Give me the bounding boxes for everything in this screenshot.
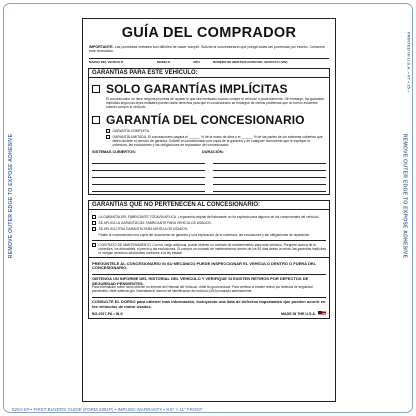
buyers-guide-form [82, 18, 336, 402]
vehicle-fields-row [89, 58, 329, 64]
form-footer [92, 311, 326, 316]
divider [92, 297, 326, 298]
vehicle-model-field[interactable]: MODELO [157, 59, 171, 64]
print-mark: PRINTED IN U.S.A. • 07 • 15 • [406, 31, 412, 93]
warranty-section-title: GARANTÍAS PARA ESTE VEHÍCULO: [88, 68, 330, 77]
duration-lines[interactable] [213, 157, 326, 192]
full-warranty-label: GARANTÍA COMPLETA. [112, 128, 150, 133]
limited-warranty-label: GARANTÍA LIMITADA. El concesionario pagará el ______ % de la mano de obra y el ______ % de las partes de los sistemas cubiertos que fallen durante el período de garantía. Solicite al concesionario una copia de la garantía y de cualquier documento que le explique la cobertura, las exclusiones y las obligaciones de reparación del concesionario. [112, 134, 323, 147]
manufacturer-warranty-checkbox[interactable] [92, 215, 96, 219]
other-used-checkbox[interactable] [92, 227, 96, 231]
important-text: Las promesas verbales son difíciles de hacer cumplir. Solicite al concesionario que ponga todas las promesas por escrito. Conserve este formulario. [89, 45, 325, 54]
full-warranty-option [106, 129, 326, 133]
implied-text: El concesionario no hace ninguna promesa de reparar lo que sea necesario cuando compre el vehículo o posteriormente. Sin embargo, las garantías implícitas según las leyes estatales pueden darle derechos para que el concesionario se encargue de ciertos problemas que no fueron evidentes cuando compró el vehículo. [106, 96, 324, 109]
warranty-section [88, 77, 330, 195]
systems-lines[interactable] [92, 157, 205, 192]
systems-covered-label: SISTEMAS CUBIERTOS: [92, 149, 137, 154]
divider [92, 240, 326, 241]
mechanic-heading: PREGÚNTELE AL CONCESIONARIO SI SU MECÁNICO PUEDE INSPECCIONAR EL VEHÍCULO DENTRO O FUERA DEL CONCESIONARIO. [92, 260, 316, 271]
info-block [88, 258, 330, 319]
manufacturer-warranty-option [92, 215, 326, 219]
other-used-label: SE APLICA OTRA GARANTÍA PARA VEHÍCULOS USADOS. [98, 226, 188, 231]
side-instruction-right: REMOVE OUTER EDGE TO EXPOSE ADHESIVE [402, 133, 408, 259]
service-contract-label: CONTRATO DE MANTENIMIENTO. Con un cargo adicional, puede obtener un contrato de mantenimiento para este vehículo. Pregunte acerca de la cobertura, los deducibles, el precio y las exclusiones. Si compra un contrato de mantenimiento dentro de los 90 días desde la venta, las garantías implícitas le otorgan derechos adicionales conforme a la ley estatal. [98, 242, 326, 255]
dealer-checkbox[interactable] [92, 116, 100, 124]
manufacturer-used-label: SE APLICA LA GARANTÍA DEL FABRICANTE PARA VEHÍCULOS USADOS. [98, 220, 212, 225]
other-used-option [92, 227, 326, 231]
side-instruction-left: REMOVE OUTER EDGE TO EXPOSE ADHESIVE [8, 133, 14, 259]
footer-left: 8204-SP • FIRST BUYERS GUIDE (FORM 4301P) • IMPLIED WARRANTY • 8.5" × 11" FRONT [12, 407, 203, 412]
coverage-lines [92, 157, 326, 192]
limited-warranty-checkbox[interactable] [106, 135, 110, 139]
full-warranty-checkbox[interactable] [106, 129, 110, 133]
manufacturer-warranty-label: LA GARANTÍA DEL FABRICANTE TODAVÍA APLICA. La garantía original del fabricante no ha expirado para algunos de los componentes del vehículo. [98, 214, 320, 219]
manufacturer-used-checkbox[interactable] [92, 221, 96, 225]
implied-label: SOLO GARANTÍAS IMPLÍCITAS [106, 81, 288, 96]
form-code: BG-2017-PA • IN-S [92, 312, 123, 317]
back-heading: CONSULTE EL DORSO para obtener más información, incluyendo una lista de defectos importantes que pueden ocurrir en los vehículos de motor usados. [92, 299, 326, 309]
non-dealer-note: Pídale al concesionario una copia del documento de garantía y una explicación de la cobertura, las exclusiones y las obligaciones de reparación. [98, 232, 311, 237]
implied-option [92, 82, 326, 96]
non-dealer-section [88, 209, 330, 258]
made-in-text: MADE IN THE U.S.A. [281, 311, 316, 316]
made-in-label [281, 311, 326, 316]
service-contract-option [92, 243, 326, 255]
service-contract-checkbox[interactable] [92, 243, 96, 247]
duration-label: DURACIÓN: [202, 149, 224, 154]
dealer-option [92, 113, 326, 127]
us-flag-icon [318, 311, 326, 316]
vehicle-vin-field[interactable]: NÚMERO DE IDENTIFICACIÓN DEL VEHÍCULO (VIN) [213, 59, 288, 64]
history-heading: OBTENGA UN INFORME DEL HISTORIAL DEL VEHÍCULO Y VERIFIQUE SI EXISTEN RETIROS POR DEFECTOS DE SEGURIDAD PENDIENTES. [92, 276, 309, 286]
form-title: GUÍA DEL COMPRADOR [121, 25, 297, 41]
vehicle-make-field[interactable]: MARCA DEL VEHÍCULO [89, 59, 124, 64]
limited-warranty-option [106, 135, 326, 147]
coverage-headers [92, 150, 326, 154]
important-note [83, 43, 335, 54]
important-label: IMPORTANTE: [89, 45, 114, 49]
manufacturer-used-option [92, 221, 326, 225]
divider [92, 274, 326, 275]
dealer-label: GARANTÍA DEL CONCESIONARIO [106, 112, 305, 127]
non-dealer-title: GARANTÍAS QUE NO PERTENECEN AL CONCESIONARIO: [88, 200, 330, 209]
vehicle-year-field[interactable]: AÑO [193, 59, 200, 64]
implied-checkbox[interactable] [92, 85, 100, 93]
history-text: Para información sobre cómo obtener un Informe del Historial del Vehículo, visite ftc.gov/usedcars. Para verificar si existen retiros por defectos de seguridad pendientes, visite safercar.gov. Necesitará el número de identificación del vehículo (VIN) mostrado anteriormente. [92, 285, 313, 294]
